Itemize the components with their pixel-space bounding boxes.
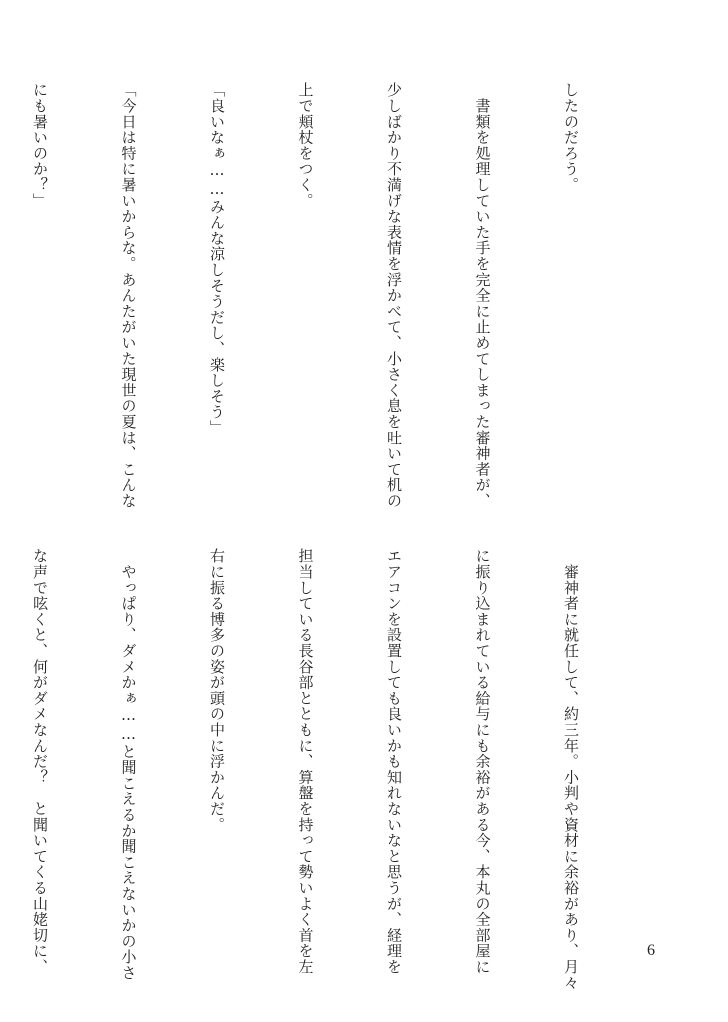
text-line: やっぱり、ダメかぁ……と聞こえるか聞こえないかの小さ	[119, 548, 138, 981]
text-block-top	[0, 82, 644, 509]
text-line: に振り込まれている給与にも余裕がある今、本丸の全部屋に	[473, 548, 492, 975]
text-line: 上で頬杖をつく。	[296, 82, 315, 209]
text-line: な声で呟くと、何がダメなんだ？ と聞いてくる山姥切に、	[31, 548, 49, 975]
text-line: 書類を処理していた手を完全に止めてしまった審神者が、	[473, 82, 492, 509]
text-line: 担当している長谷部とともに、算盤を持って勢いよく首を左	[296, 548, 315, 975]
text-line: 右に振る博多の姿が頭の中に浮かんだ。	[208, 548, 226, 833]
text-line: にも暑いのか？」	[31, 82, 49, 209]
text-line: したのだろう。	[562, 82, 580, 193]
text-line: 少しばかり不満げな表情を浮かべて、小さく息を吐いて机の	[385, 82, 403, 509]
text-line: エアコンを設置しても良いかも知れないなと思うが、経理を	[385, 548, 403, 975]
text-line: 「今日は特に暑いからな。あんたがいた現世の夏は、こんな	[119, 82, 138, 509]
page-number: 6	[647, 942, 655, 959]
text-line: 審神者に就任して、約三年。小判や資材に余裕があり、月々	[562, 548, 580, 991]
text-line: 「良いなぁ……みんな涼しそうだし、楽しそう」	[208, 82, 226, 436]
text-block-bottom	[0, 548, 644, 991]
